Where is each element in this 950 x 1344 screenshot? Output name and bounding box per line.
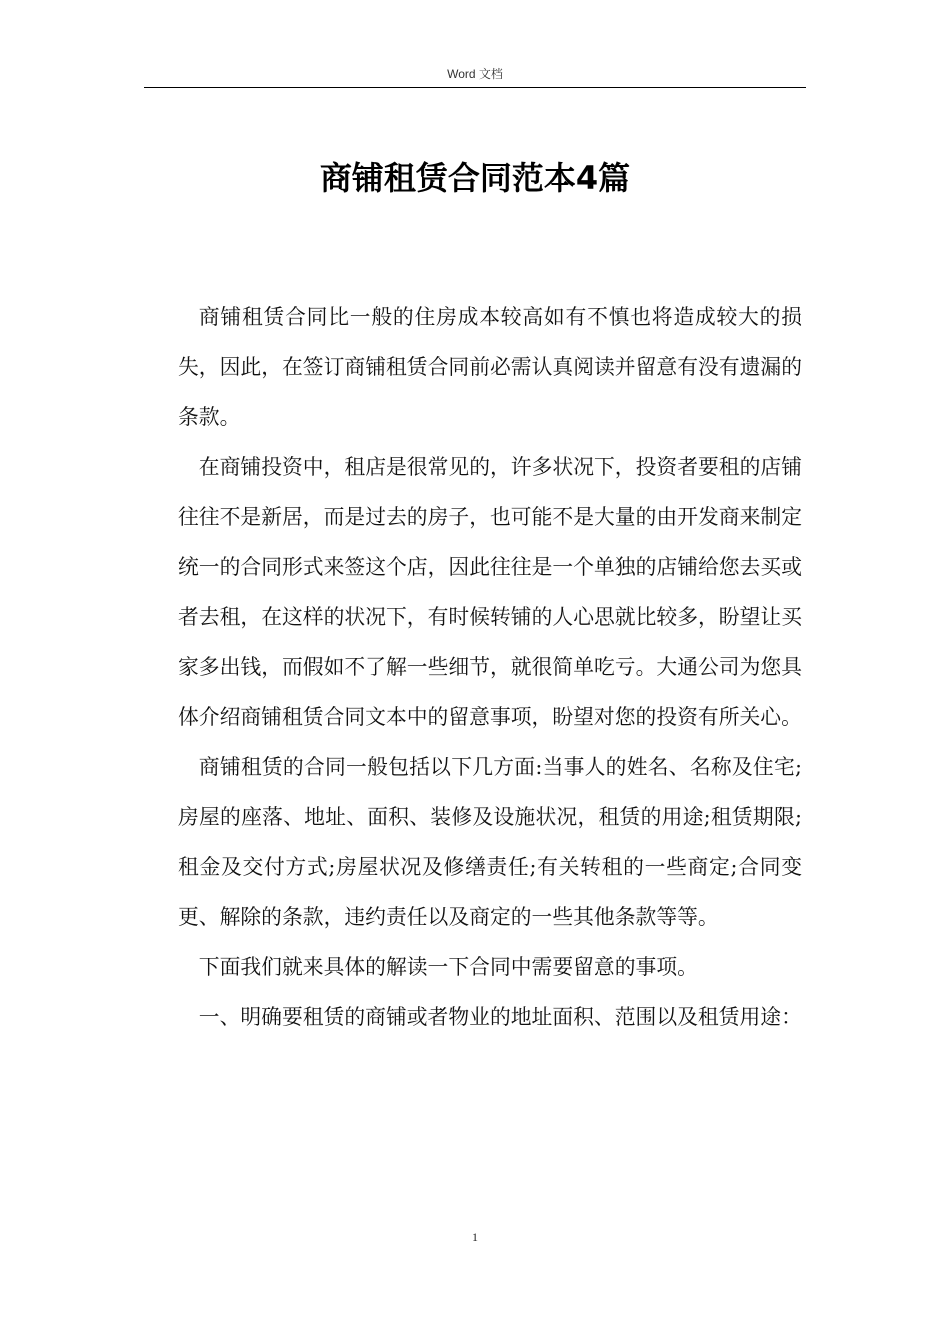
paragraph-transition: 下面我们就来具体的解读一下合同中需要留意的事项。	[198, 955, 698, 979]
document-body	[178, 292, 802, 1042]
header-divider	[144, 87, 806, 88]
paragraph-section-one: 一、明确要租赁的商铺或者物业的地址面积、范围以及租赁用途：	[198, 1005, 802, 1029]
paragraph-investment: 在商铺投资中，租店是很常见的，许多状况下，投资者要租的店铺往往不是新居，而是过去的房子，也可能不是大量的由开发商来制定统一的合同形式来签这个店，因此往往是一个单独的店铺给您去买或者去租，在这样的状况下，有时候转铺的人心思就比较多，盼望让买家多出钱，而假如不了解一些细节，就很简单吃亏。大通公司为您具体介绍商铺租赁合同文本中的留意事项，盼望对您的投资有所关心。	[178, 455, 802, 729]
page-header: Word 文档	[447, 67, 503, 81]
paragraph-intro: 商铺租赁合同比一般的住房成本较高如有不慎也将造成较大的损失，因此，在签订商铺租赁合同前必需认真阅读并留意有没有遗漏的条款。	[178, 305, 802, 429]
paragraph-contract-contents: 商铺租赁的合同一般包括以下几方面:当事人的姓名、名称及住宅;房屋的座落、地址、面积、装修及设施状况，租赁的用途;租赁期限;租金及交付方式;房屋状况及修缮责任;有关转租的一些商定;合同变更、解除的条款，违约责任以及商定的一些其他条款等等。	[178, 755, 802, 929]
document-title: 商铺租赁合同范本4篇	[319, 159, 631, 197]
page-number: 1	[472, 1230, 478, 1244]
